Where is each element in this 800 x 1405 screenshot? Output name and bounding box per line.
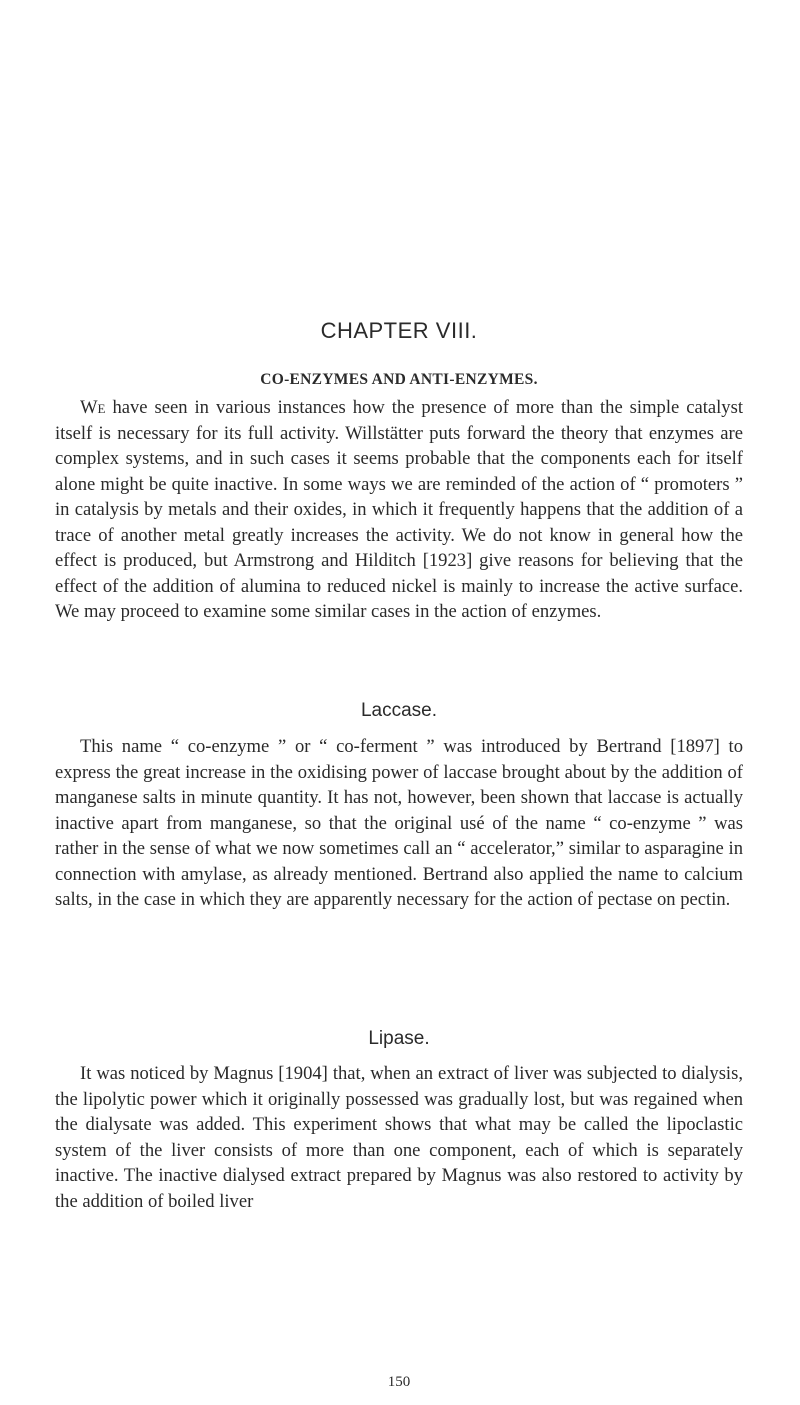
lipase-paragraph: It was noticed by Magnus [1904] that, when an extract of liver was subjected to dialysis, the lipolytic power which it originally possessed was gradually lost, but was regained when the dialysate was added. This experiment shows that what may be called the lipoclastic system of the liver consists of more than one component, each of which is separately inactive. The inactive dialysed extract prepared by Magnus was also restored to activity by the addition of boiled liver (55, 1063, 743, 1212)
page-number: 150 (387, 1374, 411, 1390)
section-heading-laccase: Laccase. (360, 700, 438, 721)
section-heading-lipase: Lipase. (368, 1028, 430, 1049)
intro-paragraph (55, 395, 743, 625)
chapter-subtitle: CO-ENZYMES AND ANTI-ENZYMES. (260, 371, 538, 388)
book-page (55, 0, 743, 1405)
intro-lead-word: We (80, 397, 106, 418)
chapter-title: CHAPTER VIII. (320, 318, 478, 343)
laccase-paragraph: This name “ co-enzyme ” or “ co-ferment ” was introduced by Bertrand [1897] to express the great increase in the oxidising power of laccase brought about by the addition of manganese salts in minute quantity. It has not, however, been shown that laccase is actually inactive apart from manganese, so that the original usé of the name “ co-enzyme ” was rather in the sense of what we now sometimes call an “ accelerator,” similar to asparagine in connection with amylase, as already mentioned. Bertrand also applied the name to calcium salts, in the case in which they are apparently necessary for the action of pectase on pectin. (55, 736, 743, 910)
intro-text: have seen in various instances how the presence of more than the simple catalyst itself is necessary for its full activity. Willstätter puts forward the theory that enzymes are complex systems, and in such cases it seems probable that the components each for itself alone might be quite inactive. In some ways we are reminded of the action of “ promoters ” in catalysis by metals and their oxides, in which it frequently happens that the addition of a trace of another metal greatly increases the activity. We do not know in general how the effect is produced, but Armstrong and Hilditch [1923] give reasons for believing that the effect of the addition of alumina to reduced nickel is mainly to increase the active surface. We may proceed to examine some similar cases in the action of enzymes. (55, 397, 743, 622)
